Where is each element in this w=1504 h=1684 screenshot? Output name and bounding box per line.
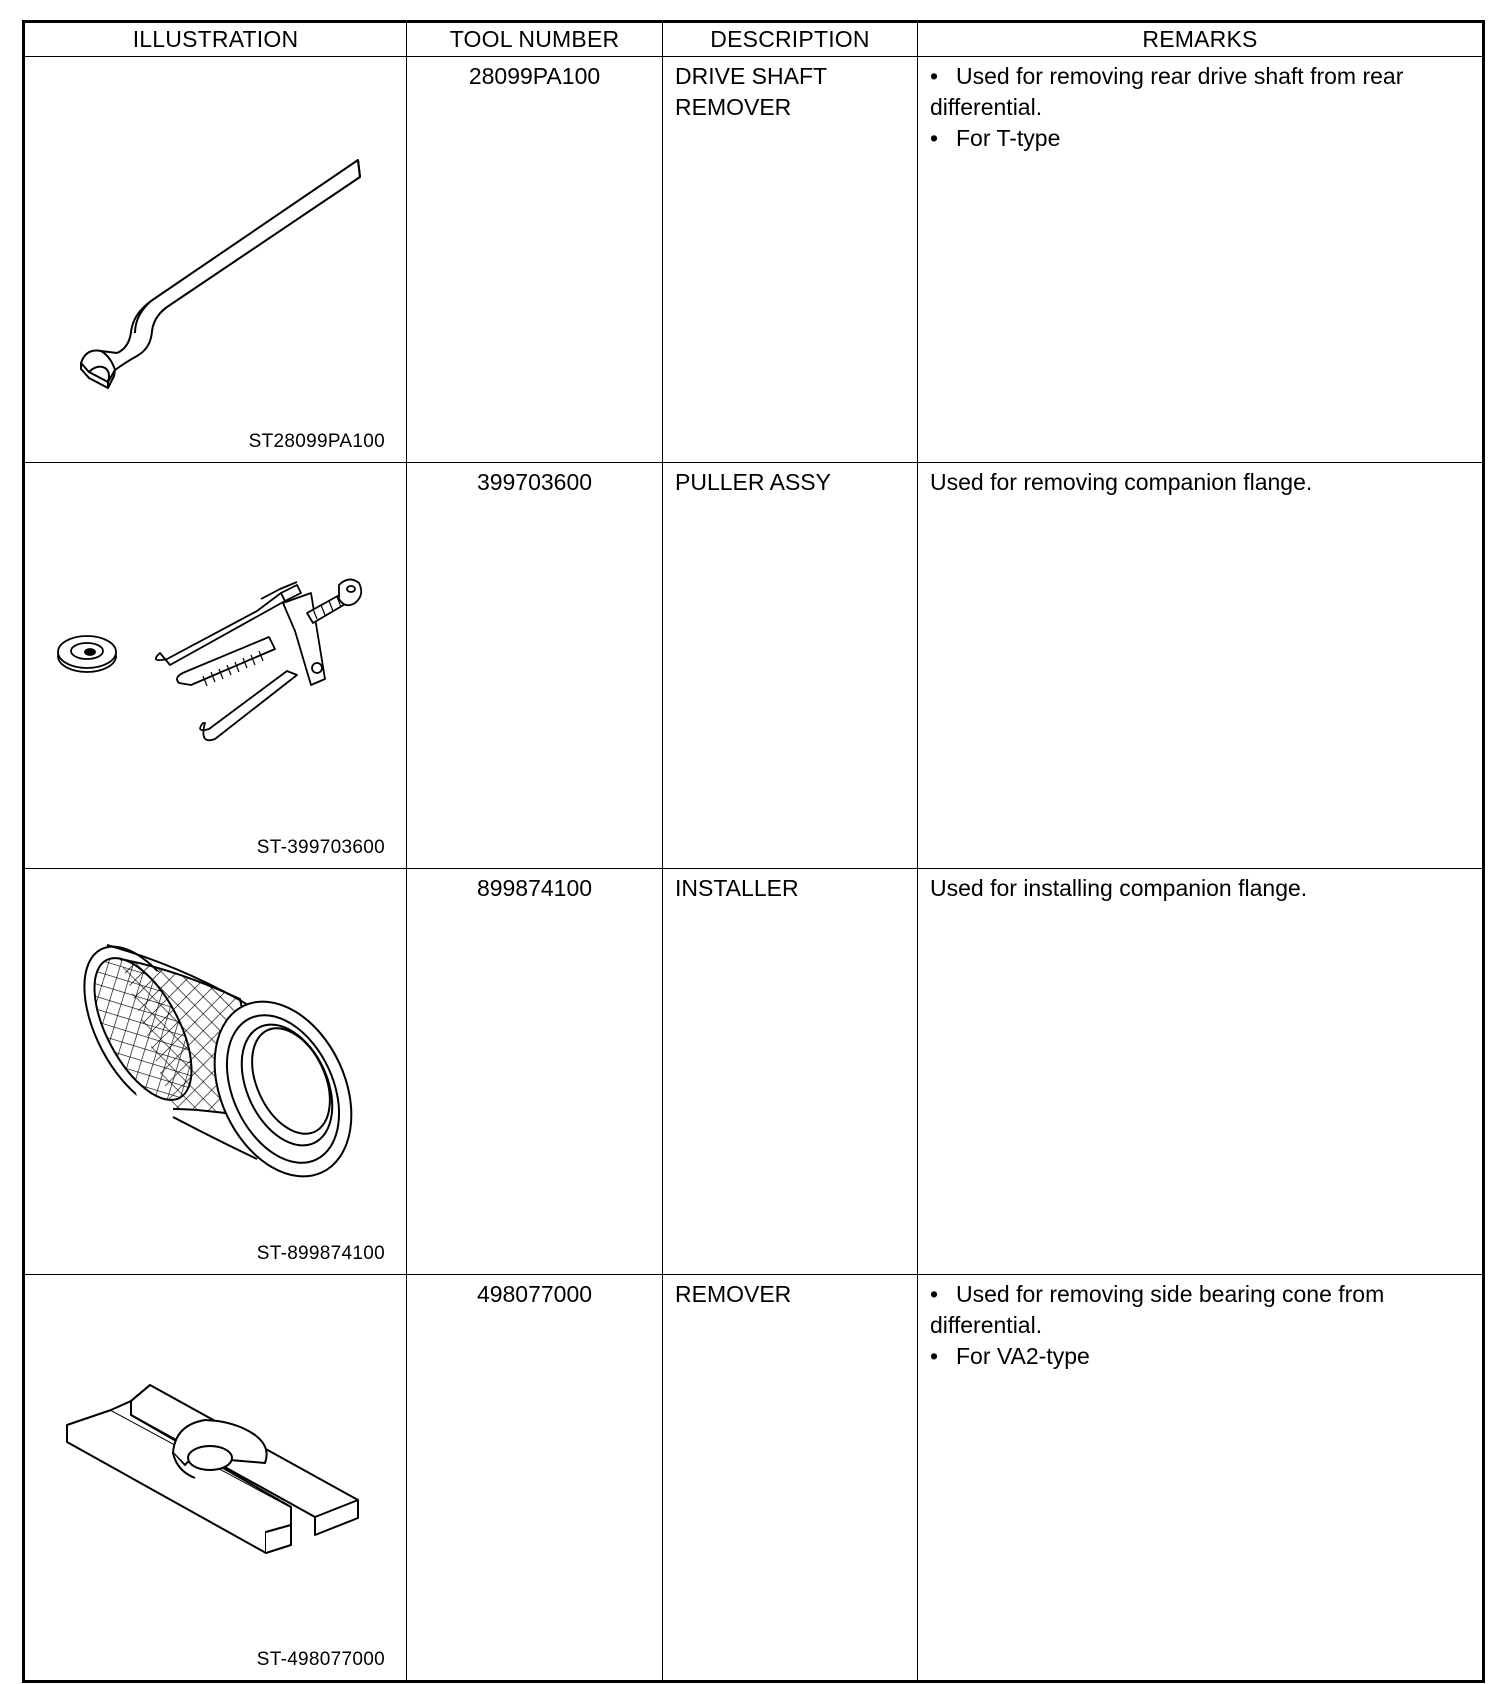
header-remarks: REMARKS — [918, 22, 1484, 57]
illustration-code: ST-399703600 — [256, 837, 385, 858]
description-text: DRIVE SHAFT REMOVER — [675, 63, 827, 120]
description-cell — [663, 1275, 918, 1682]
table-row — [24, 463, 1484, 869]
header-tool-number: TOOL NUMBER — [407, 22, 663, 57]
tool-number-cell: 899874100 — [407, 869, 663, 1275]
drive-shaft-remover-icon — [25, 57, 408, 458]
remarks-list — [930, 61, 1472, 154]
remark-item: • Used for removing side bearing cone from differential. — [930, 1281, 1385, 1338]
description-cell — [663, 57, 918, 463]
bullet-icon: • — [930, 1281, 939, 1307]
remark-item: • Used for removing rear drive shaft from rear differential. — [930, 63, 1404, 120]
remarks-cell — [918, 57, 1484, 463]
description-cell — [663, 463, 918, 869]
description-cell — [663, 869, 918, 1275]
header-illustration: ILLUSTRATION — [24, 22, 407, 57]
illustration-cell — [24, 869, 407, 1275]
remover-plate-icon — [25, 1275, 408, 1676]
tool-number-cell: 399703600 — [407, 463, 663, 869]
illustration-code: ST-498077000 — [256, 1649, 385, 1670]
illustration-cell — [24, 463, 407, 869]
tool-number-cell: 498077000 — [407, 1275, 663, 1682]
tool-number-cell: 28099PA100 — [407, 57, 663, 463]
installer-icon — [25, 869, 408, 1270]
remark-text: Used for installing companion flange. — [930, 875, 1308, 901]
illustration-cell — [24, 57, 407, 463]
description-text: PULLER ASSY — [675, 469, 831, 495]
illustration-code: ST28099PA100 — [248, 431, 385, 452]
header-description: DESCRIPTION — [663, 22, 918, 57]
bullet-icon: • — [930, 125, 939, 151]
remark-item: • For VA2-type — [930, 1341, 1472, 1372]
illustration-cell — [24, 1275, 407, 1682]
bullet-icon: • — [930, 63, 939, 89]
description-text: REMOVER — [675, 1281, 792, 1307]
illustration-code: ST-899874100 — [256, 1243, 385, 1264]
table-row — [24, 57, 1484, 463]
remarks-list — [930, 1279, 1472, 1372]
puller-assy-icon — [25, 463, 408, 864]
bullet-icon: • — [930, 1343, 939, 1369]
description-text: INSTALLER — [675, 875, 799, 901]
remark-item: • For T-type — [930, 123, 1472, 154]
special-tools-table — [22, 20, 1485, 1683]
remarks-cell — [918, 869, 1484, 1275]
table-row — [24, 869, 1484, 1275]
remarks-cell — [918, 463, 1484, 869]
remarks-cell — [918, 1275, 1484, 1682]
header-row — [24, 22, 1484, 57]
table-row — [24, 1275, 1484, 1682]
remark-text: Used for removing companion flange. — [930, 469, 1313, 495]
